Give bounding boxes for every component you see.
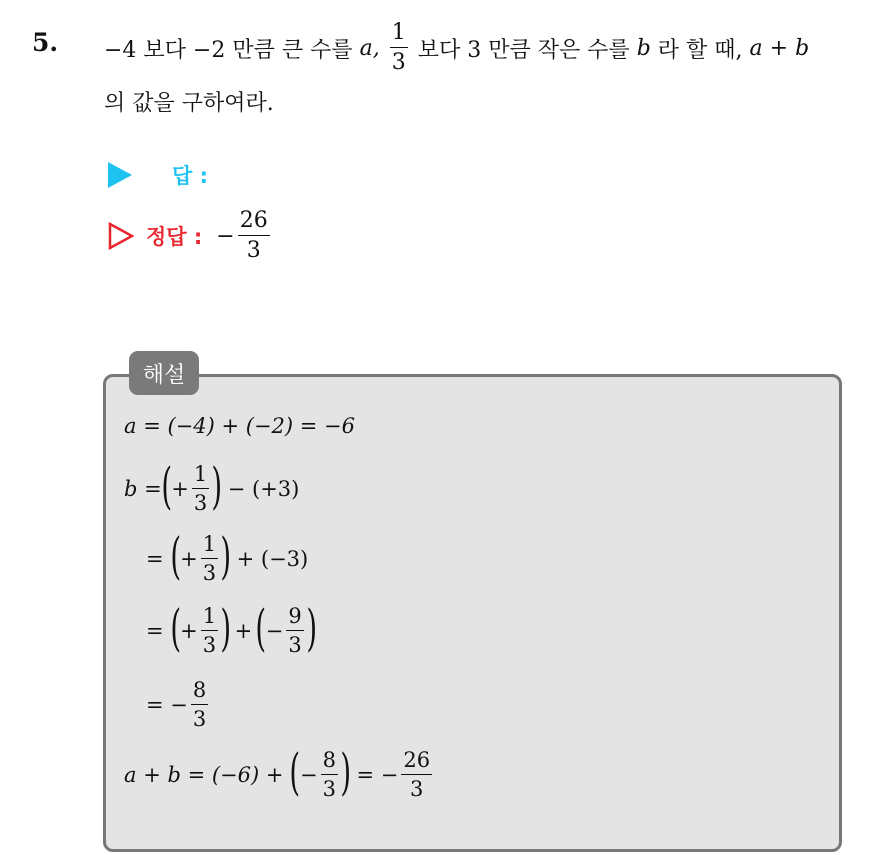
fraction-denominator: 3 — [391, 50, 406, 75]
fraction — [201, 606, 218, 656]
fraction-denominator: 3 — [288, 633, 302, 657]
expression-a-plus-b: a + b — [749, 35, 810, 61]
solution-line-3: = ( + $\frac{1}{3}$ ) + (−3) — [146, 527, 309, 585]
answer-key-fraction — [238, 210, 270, 262]
fraction — [191, 680, 208, 730]
solution-line-3-rest: + (−3) — [236, 547, 309, 571]
outline-triangle-icon — [108, 222, 134, 250]
equals-sign: = — [146, 619, 164, 643]
answer-label: 답 : — [172, 164, 208, 188]
equals-minus: = − — [356, 763, 399, 787]
solution-line-5 — [146, 680, 211, 730]
answer-key-label: 정답 : — [146, 225, 203, 249]
fraction — [321, 750, 338, 800]
fraction-numerator: 1 — [201, 606, 218, 631]
solution-line-1 — [124, 414, 355, 438]
fraction — [401, 750, 432, 800]
minus-sign: − — [299, 763, 318, 787]
fraction-numerator: 8 — [191, 680, 208, 705]
solution-line-2-lhs: b = — [124, 477, 162, 501]
plus-sign: + — [234, 619, 253, 643]
variable-b: b — [636, 35, 651, 61]
problem-line-2: 의 값을 구하여라. — [104, 91, 274, 116]
plus-sign: + — [180, 619, 198, 643]
solution-line-6: a + b = (−6) + ( − $\frac{8}{3}$ ) = − $\frac{26}{3}$ — [124, 743, 431, 801]
minus-sign: − — [265, 619, 284, 643]
fraction-denominator: 3 — [192, 707, 207, 731]
answer-row — [108, 160, 208, 190]
plus-sign: + — [171, 477, 189, 501]
solution-line-6-lhs: a + b = (−6) + — [124, 763, 284, 787]
fraction-numerator: 1 — [201, 534, 218, 559]
fraction-numerator: 8 — [321, 750, 338, 775]
fraction — [192, 464, 209, 514]
equals-minus: = − — [146, 693, 188, 717]
fraction-denominator: 3 — [202, 633, 217, 657]
equals-sign: = — [146, 547, 164, 571]
problem-text-2: 보다 3 만큼 작은 수를 — [417, 37, 630, 63]
variable-a: a, — [359, 35, 380, 61]
fraction-denominator: 3 — [246, 238, 261, 263]
fraction-denominator: 3 — [410, 777, 424, 801]
fraction-denominator: 3 — [202, 561, 217, 585]
fraction-numerator: 26 — [401, 750, 432, 775]
fraction-numerator: 1 — [390, 22, 408, 48]
problem-line-1 — [104, 22, 809, 74]
play-triangle-icon — [108, 162, 132, 188]
solution-line-4: = ( + $\frac{1}{3}$ ) + ( − $\frac{9}{3}$ ) — [146, 599, 317, 657]
fraction-numerator: 26 — [238, 210, 270, 236]
solution-line-2: b = ( + $\frac{1}{3}$ ) − (+3) — [124, 457, 300, 515]
solution-line-2-rest: − (+3) — [227, 477, 300, 501]
problem-text-3: 라 할 때, — [657, 37, 743, 63]
solution-tag: 해설 — [129, 351, 199, 395]
problem-text-1: −4 보다 −2 만큼 큰 수를 — [104, 37, 353, 63]
solution-line-1-text: a = (−4) + (−2) = −6 — [124, 414, 355, 438]
problem-number: 5. — [32, 28, 59, 57]
fraction-one-third — [390, 22, 408, 74]
fraction-denominator: 3 — [322, 777, 336, 801]
fraction-numerator: 9 — [286, 606, 303, 631]
fraction-numerator: 1 — [192, 464, 209, 489]
plus-sign: + — [180, 547, 198, 571]
fraction-denominator: 3 — [193, 491, 208, 515]
answer-key-row — [108, 210, 273, 262]
fraction — [286, 606, 303, 656]
answer-key-sign: − — [216, 223, 235, 249]
fraction — [201, 534, 218, 584]
